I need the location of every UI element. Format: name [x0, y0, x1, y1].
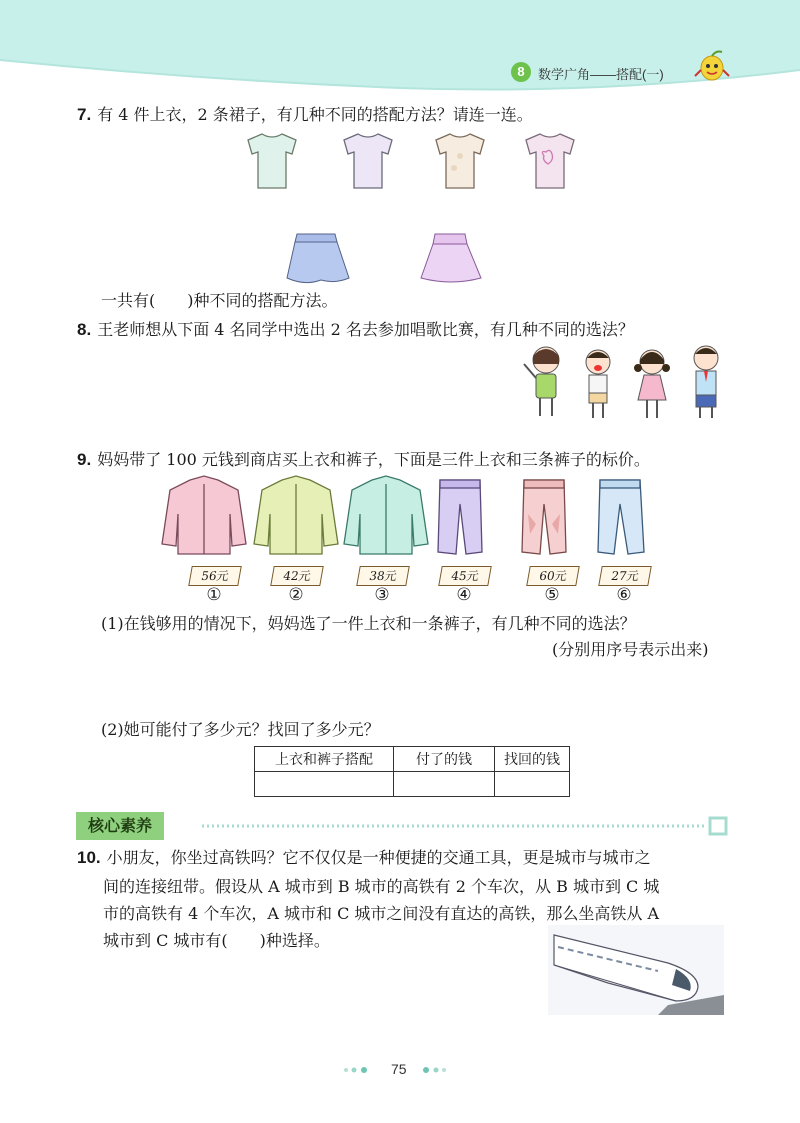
question-text: 王老师想从下面 4 名同学中选出 2 名去参加唱歌比赛，有几种不同的选法？ — [97, 320, 634, 339]
student-1 — [524, 347, 559, 416]
page-number: 75 — [391, 1061, 407, 1077]
question-8 — [77, 318, 634, 342]
question-text: 有 4 件上衣，2 条裙子，有几种不同的搭配方法？请连一连。 — [97, 105, 533, 124]
skirts-illustration — [285, 228, 485, 290]
answer-cell-paid[interactable] — [394, 772, 495, 797]
question-9-part-1: (1)在钱够用的情况下，妈妈选了一件上衣和一条裤子，有几种不同的选法？ — [101, 614, 636, 633]
question-text-line: 城市到 C 城市有( )种选择。 — [103, 931, 330, 950]
answer-table — [254, 746, 570, 797]
section-divider — [196, 814, 732, 838]
item-label-6: ⑥ — [616, 585, 632, 605]
price-tag-6: 27元 — [598, 566, 652, 586]
shirt-3 — [436, 134, 484, 188]
pants-2 — [522, 480, 566, 554]
question-9-part-1-note: (分别用序号表示出来) — [552, 640, 709, 659]
answer-cell-change[interactable] — [495, 772, 570, 797]
question-number: 10. — [77, 848, 101, 867]
table-header-change: 找回的钱 — [495, 747, 570, 772]
student-2 — [586, 350, 610, 418]
jacket-2 — [254, 476, 338, 554]
section-label: 核心素养 — [76, 812, 164, 840]
price-tag-4: 45元 — [438, 566, 492, 586]
shirt-2 — [344, 134, 392, 188]
question-text: 妈妈带了 100 元钱到商店买上衣和裤子，下面是三件上衣和三条裤子的标价。 — [97, 450, 650, 469]
jacket-1 — [162, 476, 246, 554]
student-4 — [694, 346, 718, 418]
shirt-4 — [526, 134, 574, 188]
student-3 — [634, 350, 670, 418]
price-tag-2: 42元 — [270, 566, 324, 586]
question-text-line: 小朋友，你坐过高铁吗？它不仅仅是一种便捷的交通工具，更是城市与城市之 — [106, 848, 651, 867]
question-10 — [77, 846, 651, 870]
chapter-number-badge: 8 — [511, 62, 531, 82]
question-number: 9. — [77, 450, 92, 469]
students-illustration — [518, 342, 730, 422]
question-text-line: 间的连接纽带。假设从 A 城市到 B 城市的高铁有 2 个车次，从 B 城市到 C 城 — [103, 877, 660, 896]
question-text-line: 市的高铁有 4 个车次，A 城市和 C 城市之间没有直达的高铁，那么坐高铁从 A — [103, 904, 660, 923]
skirt-2 — [421, 234, 481, 282]
chapter-title: 数学广角——搭配(一) — [538, 67, 664, 82]
shirt-1 — [248, 134, 296, 188]
item-label-1: ① — [206, 585, 222, 605]
price-tag-3: 38元 — [356, 566, 410, 586]
skirt-1 — [287, 234, 349, 283]
high-speed-train-illustration — [548, 925, 724, 1015]
question-number: 7. — [77, 105, 92, 124]
item-label-5: ⑤ — [544, 585, 560, 605]
item-label-4: ④ — [456, 585, 472, 605]
question-7 — [77, 103, 533, 127]
shirts-illustration — [240, 132, 590, 194]
item-label-2: ② — [288, 585, 304, 605]
clothing-items-illustration — [160, 474, 660, 562]
price-tag-1: 56元 — [188, 566, 242, 586]
mascot-icon — [692, 48, 732, 84]
jacket-3 — [344, 476, 428, 554]
item-label-3: ③ — [374, 585, 390, 605]
pants-1 — [438, 480, 482, 554]
pants-3 — [598, 480, 644, 554]
table-row — [255, 772, 570, 797]
table-header-paid: 付了的钱 — [394, 747, 495, 772]
question-7-answer-line: 一共有( )种不同的搭配方法。 — [101, 291, 338, 310]
question-number: 8. — [77, 320, 92, 339]
header-banner — [0, 0, 800, 92]
answer-cell-combination[interactable] — [255, 772, 394, 797]
price-tag-5: 60元 — [526, 566, 580, 586]
table-header-combination: 上衣和裤子搭配 — [255, 747, 394, 772]
question-9-part-2: (2)她可能付了多少元？找回了多少元？ — [101, 720, 380, 739]
question-9 — [77, 448, 650, 472]
